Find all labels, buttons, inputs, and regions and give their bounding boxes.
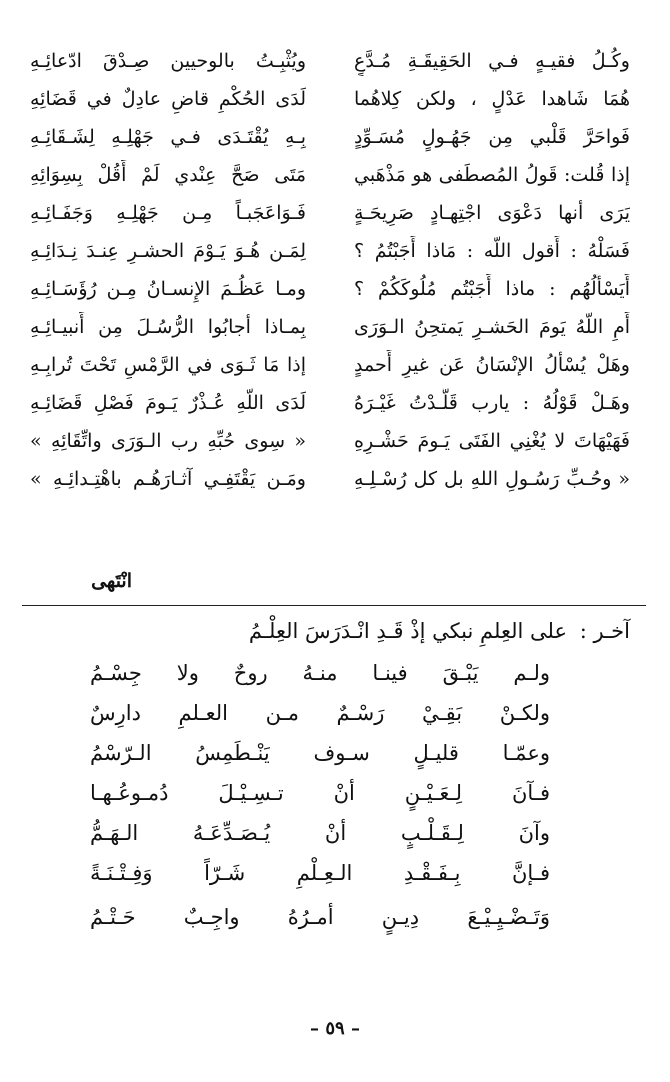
page-number: – ٥٩ – (310, 1018, 360, 1039)
verse-second-hemistich: لَدَى اللّهِ عُـذْرٌ يَـومَ فَصْلِ قَضَائِـهِ (30, 392, 306, 414)
verse-second-hemistich: إذا مَا ثَـوَى في الرَّمْسِ تَحْتَ تُرابِـهِ (30, 354, 306, 376)
second-poem-line: فـإنَّ بِـفَـقْـدِ الـعِـلْمِ شَـرّاً وَفِـتْـنَـةً (90, 861, 550, 885)
verse-first-hemistich: فَهَيْهَاتَ لا يُغْنِي الفَتَى يَـومَ حَشْـرِهِ (354, 430, 630, 452)
second-poem-line: ولـم يَبْـقَ فينـا منـهُ روحٌ ولا جِسْـمُ (90, 661, 550, 685)
verse-second-hemistich: لِمَـن هُـوَ يَـوْمَ الحشـرِ عِنـدَ نِـدَائِـهِ (30, 240, 306, 262)
verse-first-hemistich: أَمِ اللّهُ يَومَ الحَشـرِ يَمتحِنُ الـوَرَى (354, 316, 630, 338)
second-poem-line: وعمّـا قليـلٍ سـوف يَنْـطَمِسُ الـرّسْمُ (90, 741, 550, 765)
verse-first-hemistich: فَواحَرَّ قَلْبي مِن جَهُـولٍ مُسَـوِّدٍ (354, 126, 630, 148)
verse-first-hemistich: « وحُـبِّ رَسُـولِ اللهِ بل كل رُسْـلِـهِ (354, 468, 630, 490)
verse-second-hemistich: ويُثْبِـتُ بالوحيين صِـدْقَ ادّعائِـهِ (30, 50, 306, 72)
verse-first-hemistich: إذا قُلت: قَولُ المُصطَفى هو مَذْهَبي (354, 164, 630, 186)
second-poem-line: ولكـنْ بَقِـيْ رَسْـمٌ مـن العـلمِ دارِسٌ (90, 701, 550, 725)
second-poem-first-line (90, 612, 630, 652)
verse-second-hemistich: بِـهِ يُقْتَـدَى فـي جَهْلِـهِ لِشَـقَائِـهِ (30, 126, 306, 148)
verse-first-hemistich: هُمَا شَاهدا عَدْلٍ ، ولكن كِلاهُما (354, 88, 630, 110)
second-poem (90, 612, 630, 936)
verse-first-hemistich: وكُـلُ فقيـهٍ فـي الحَقِيقَـةِ مُـدَّعٍ (354, 50, 630, 72)
second-poem-line: وآنَ لِـقَـلْـبٍ أنْ يُـصَـدِّعَـهُ الـهَـمُّ (90, 821, 550, 845)
verse-first-hemistich: أَيَسْأَلُهُم : ماذا أَجَبْتُم مُلُوكَكُمْ ؟ (354, 278, 630, 300)
verse-second-hemistich: لَدَى الحُكْمِ قاضٍ عادِلٌ في قَضَائِهِ (30, 88, 306, 110)
verse-second-hemistich: مَتَى صَحَّ عِنْدي لَمْ أَقُلْ بِسِوَائِهِ (30, 164, 306, 186)
verse-second-hemistich: ومـا عَظُـمَ الإِنسـانُ مِـن رُؤَسَـائِـهِ (30, 278, 306, 300)
verse-first-hemistich: يَرَى أنها دَعْوَى اجْتِهـادٍ صَرِيحَـةٍ (354, 202, 630, 224)
section-divider (22, 605, 646, 606)
second-poem-line: فـآنَ لِـعَـيْـنٍ أنْ تـسِـيْـلَ دُمـوعُـهـا (90, 781, 550, 805)
verse-second-hemistich: « سِوى حُبِّهِ رب الـوَرَى واتِّقَائِهِ » (30, 430, 306, 452)
verse-first-hemistich: فَسَلْهُ : أَقول اللّه : مَاذا أَجَبْتُمُ ؟ (354, 240, 630, 262)
poem-grid (30, 46, 630, 494)
verse-second-hemistich: بِمـاذا أجابُوا الرُّسُـلَ مِن أَنبيـائِـهِ (30, 316, 306, 338)
verse-second-hemistich: فَـوَاعَجَبـاً مِـن جَهْلِـهِ وَجَفَـائِـهِ (30, 202, 306, 224)
second-poem-first-verse: على العِلمِ نبكي إذْ قَـدِ انْـدَرَسَ العِلْـمُ (248, 619, 567, 643)
verse-first-hemistich: وهَـلْ قَوْلُهُ : يارب قَلَّـدْتُ غَيْـرَهُ (354, 392, 630, 414)
verse-second-hemistich: ومَـن يَقْتَفِـي آثـارَهُـم باهْتِـدائِـهِ » (30, 468, 306, 490)
second-poem-line: وَتَـضْـيِـيْـعَ دِيـنٍ أمـرُهُ واجِـبٌ حَـتْـمُ (90, 905, 550, 929)
end-label: انْتَهى (91, 570, 132, 592)
verse-first-hemistich: وهَلْ يُسْأَلُ الإنْسَانُ عَن غيرِ أَحمدٍ (354, 354, 630, 376)
other-poem-label: آخـر : (579, 619, 630, 643)
